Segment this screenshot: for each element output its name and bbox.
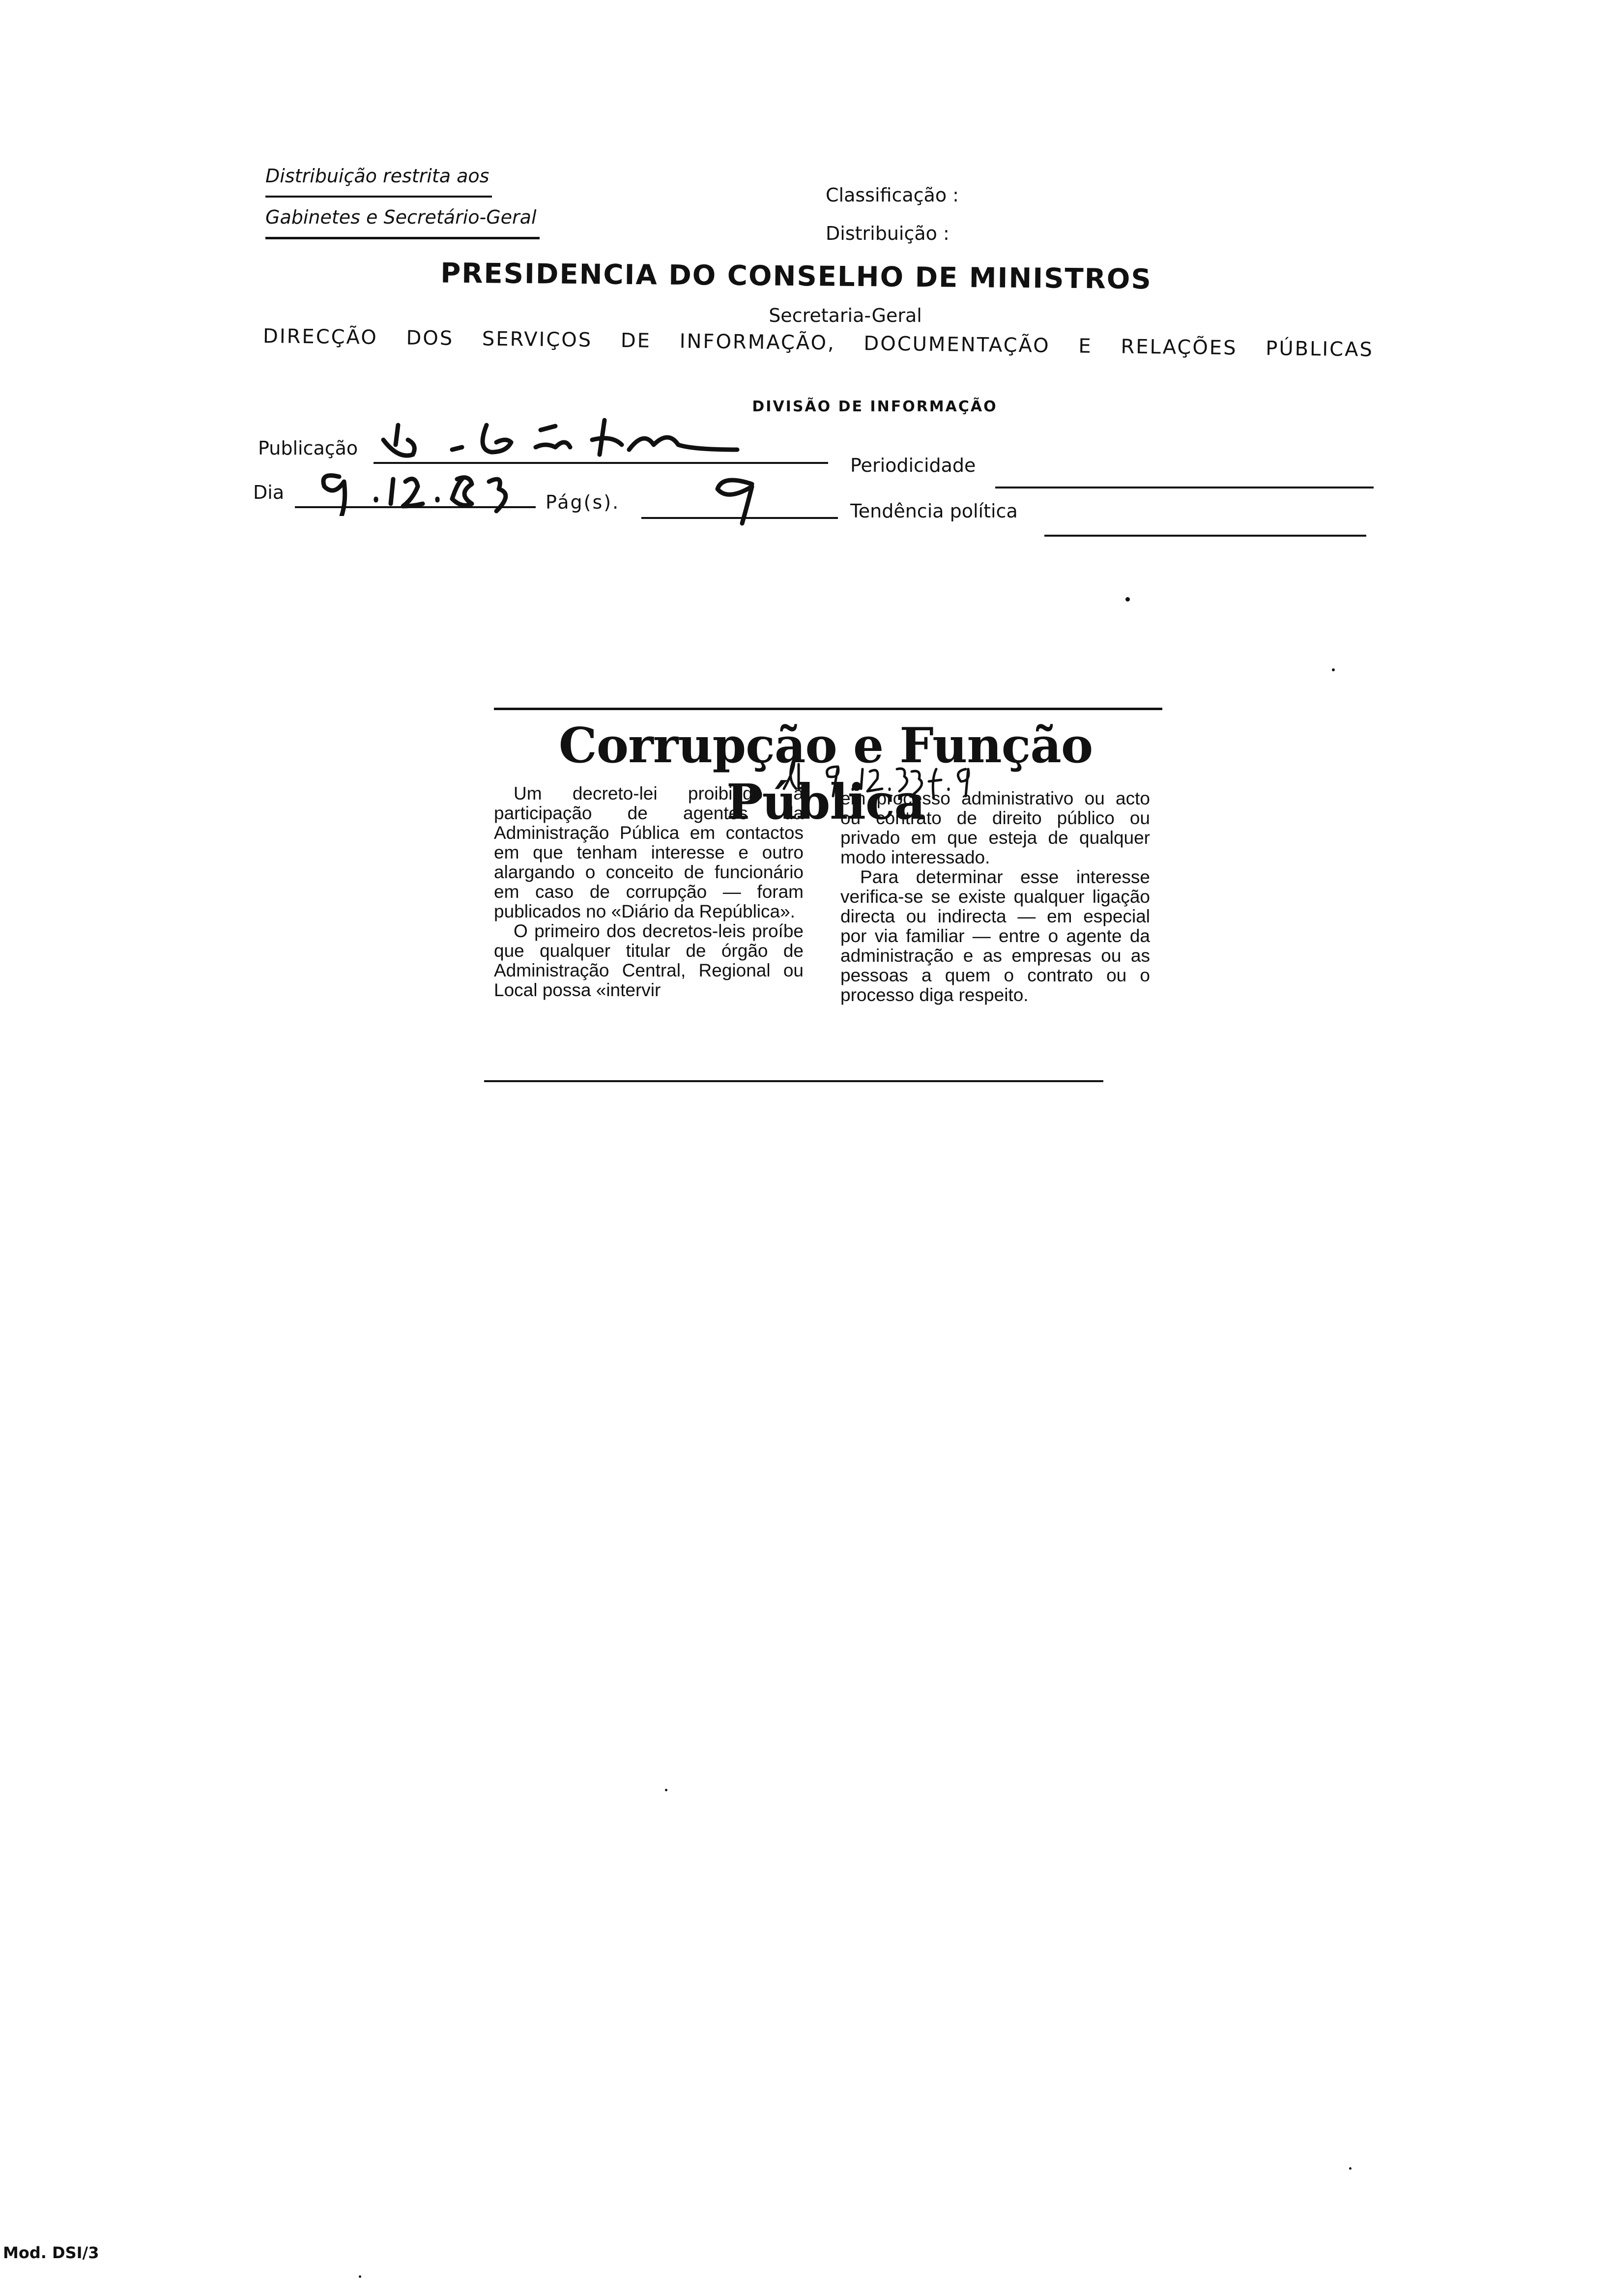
- tendencia-label: Tendência política: [850, 500, 1018, 522]
- direccao-servicos: [263, 325, 1374, 361]
- classificacao-label: Classificação :: [826, 184, 959, 206]
- periodicidade-label: Periodicidade: [850, 455, 976, 476]
- clipping-column-2: [840, 789, 1150, 1005]
- tendencia-line: [1044, 535, 1366, 537]
- scan-speck: [1332, 668, 1335, 671]
- clipping-top-rule: [494, 708, 1162, 710]
- secretaria-geral: Secretaria-Geral: [769, 305, 922, 326]
- dia-label: Dia: [253, 482, 285, 503]
- publicacao-label: Publicação: [258, 437, 358, 459]
- newspaper-clipping: [484, 703, 1167, 1086]
- direccao-word: RELAÇÕES: [1121, 335, 1238, 360]
- pags-handwriting: [703, 472, 767, 531]
- clipping-handwritten-note: [779, 754, 990, 808]
- classification-block: [826, 176, 959, 253]
- direccao-word: DOS: [406, 326, 454, 350]
- direccao-word: DE: [620, 329, 652, 352]
- direccao-word: DIRECÇÃO: [262, 325, 378, 349]
- scan-speck: [665, 1789, 667, 1791]
- dia-handwriting: [315, 462, 541, 516]
- model-code: Mod. DSI/3: [3, 2243, 99, 2262]
- clipping-paragraph: Um decreto-lei proibindo a participação de agentes da Administração Pública em contactos em que tenham interesse e outro alargando o conceito de funcionário em caso de corrupção — foram publicados no «Diário da República».: [494, 783, 804, 921]
- clipping-headline: Corrupção e Função Pública: [558, 718, 1093, 831]
- presidency-heading: PRESIDENCIA DO CONSELHO DE MINISTROS: [440, 257, 1152, 296]
- restricted-distribution: [265, 156, 540, 239]
- scan-speck: [1125, 597, 1130, 602]
- clipping-paragraph: Para determinar esse interesse verifica-se se existe qualquer ligação directa ou indirecta — em especial por via familiar — entre o agente da administração e as empresas ou as pessoas a quem o contrato ou o processo diga respeito.: [840, 867, 1150, 1005]
- clipping-paragraph: em processo administrativo ou acto ou contrato de direito público ou privado em que esteja de qualquer modo interessado.: [840, 788, 1150, 867]
- scan-speck: [359, 2275, 361, 2278]
- pags-label: Pág(s).: [546, 491, 620, 513]
- direccao-word: PÚBLICAS: [1265, 337, 1374, 361]
- direccao-word: DOCUMENTAÇÃO: [864, 332, 1050, 357]
- restricted-line-2: Gabinetes e Secretário-Geral: [265, 198, 540, 239]
- clipping-paragraph: O primeiro dos decretos-leis proíbe que qualquer titular de órgão de Administração Central, Regional ou Local possa «intervir: [494, 921, 804, 1000]
- scan-speck: [1349, 2167, 1352, 2170]
- direccao-word: INFORMAÇÃO,: [679, 330, 835, 355]
- direccao-word: E: [1078, 335, 1093, 358]
- direccao-word: SERVIÇOS: [482, 327, 593, 352]
- distribuicao-label: Distribuição :: [826, 223, 950, 244]
- clipping-bottom-rule: [484, 1080, 1103, 1082]
- restricted-line-1: Distribuição restrita aos: [265, 156, 492, 198]
- divisao-informacao: DIVISÃO DE INFORMAÇÃO: [752, 398, 998, 415]
- clipping-column-1: [494, 784, 804, 1000]
- periodicidade-line: [995, 487, 1374, 488]
